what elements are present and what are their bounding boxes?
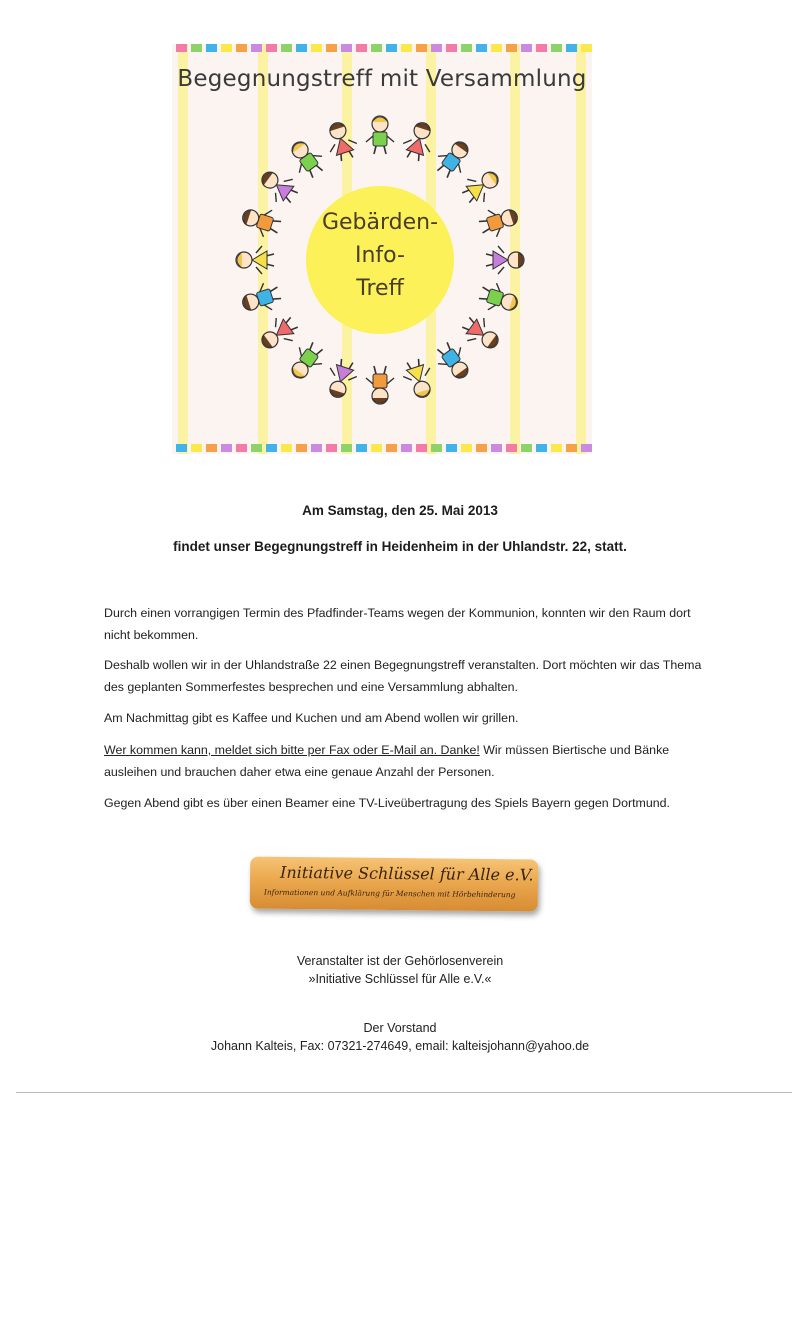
child-figure	[399, 356, 437, 401]
child-figure	[399, 119, 437, 164]
paragraph-tv: Gegen Abend gibt es über einen Beamer eine TV-Liveübertragung des Spiels Bayern gegen Dortmund.	[104, 796, 670, 810]
child-figure	[284, 338, 329, 385]
sun-text	[306, 206, 454, 305]
event-date: Am Samstag, den 25. Mai 2013	[302, 503, 498, 518]
paragraph-food: Am Nachmittag gibt es Kaffee und Kuchen und am Abend wollen wir grillen.	[104, 711, 519, 725]
child-figure	[476, 202, 521, 240]
child-figure	[255, 164, 302, 209]
board-contact: Johann Kalteis, Fax: 07321-274649, email: kalteisjohann@yahoo.de	[210, 1039, 590, 1053]
event-location: findet unser Begegnungstreff in Heidenheim in der Uhlandstr. 22, statt.	[173, 539, 627, 554]
sun-line: Info-	[355, 243, 405, 268]
child-figure	[322, 356, 360, 401]
board-title: Der Vorstand	[363, 1021, 437, 1035]
registration-reason: Wir müssen Biertische und Bänke ausleihen und brauchen daher etwa eine genaue Anzahl der Personen.	[104, 743, 670, 779]
registration-request: Wer kommen kann, meldet sich bitte per Fax oder E-Mail an. Danke!	[104, 743, 480, 757]
page-divider	[16, 1092, 792, 1093]
child-figure	[322, 119, 360, 164]
logo-subtitle: Informationen und Aufklärung für Menschen mit Hörbehinderung	[263, 887, 516, 900]
banner-title: Begegnungstreff mit Versammlung	[177, 66, 587, 92]
child-figure	[458, 311, 505, 356]
child-figure	[458, 164, 505, 209]
child-figure	[366, 116, 394, 154]
organizer-name: »Initiative Schlüssel für Alle e.V.«	[308, 972, 492, 986]
organization-logo	[250, 856, 539, 911]
child-figure	[486, 246, 524, 274]
child-figure	[255, 311, 302, 356]
child-figure	[239, 279, 284, 317]
logo-title: Initiative Schlüssel für Alle e.V.	[280, 862, 534, 885]
paragraph-registration	[104, 740, 704, 783]
child-figure	[476, 279, 521, 317]
child-figure	[239, 202, 284, 240]
organizer-line: Veranstalter ist der Gehörlosenverein	[296, 954, 504, 968]
sun-line: Gebärden-	[321, 210, 439, 235]
flyer-banner	[172, 44, 592, 454]
paragraph-meeting: Deshalb wollen wir in der Uhlandstraße 22 einen Begegnungstreff veranstalten. Dort möchten wir das Thema des geplanten Sommerfestes besprechen und eine Versammlung abhalten.	[104, 658, 702, 694]
child-figure	[366, 366, 394, 404]
child-figure	[431, 338, 476, 385]
child-figure	[236, 246, 274, 274]
child-figure	[431, 135, 476, 182]
sun-line: Treff	[356, 276, 404, 301]
child-figure	[284, 135, 329, 182]
paragraph-room: Durch einen vorrangigen Termin des Pfadfinder-Teams wegen der Kommunion, konnten wir den Raum dort nicht bekommen.	[104, 606, 691, 642]
